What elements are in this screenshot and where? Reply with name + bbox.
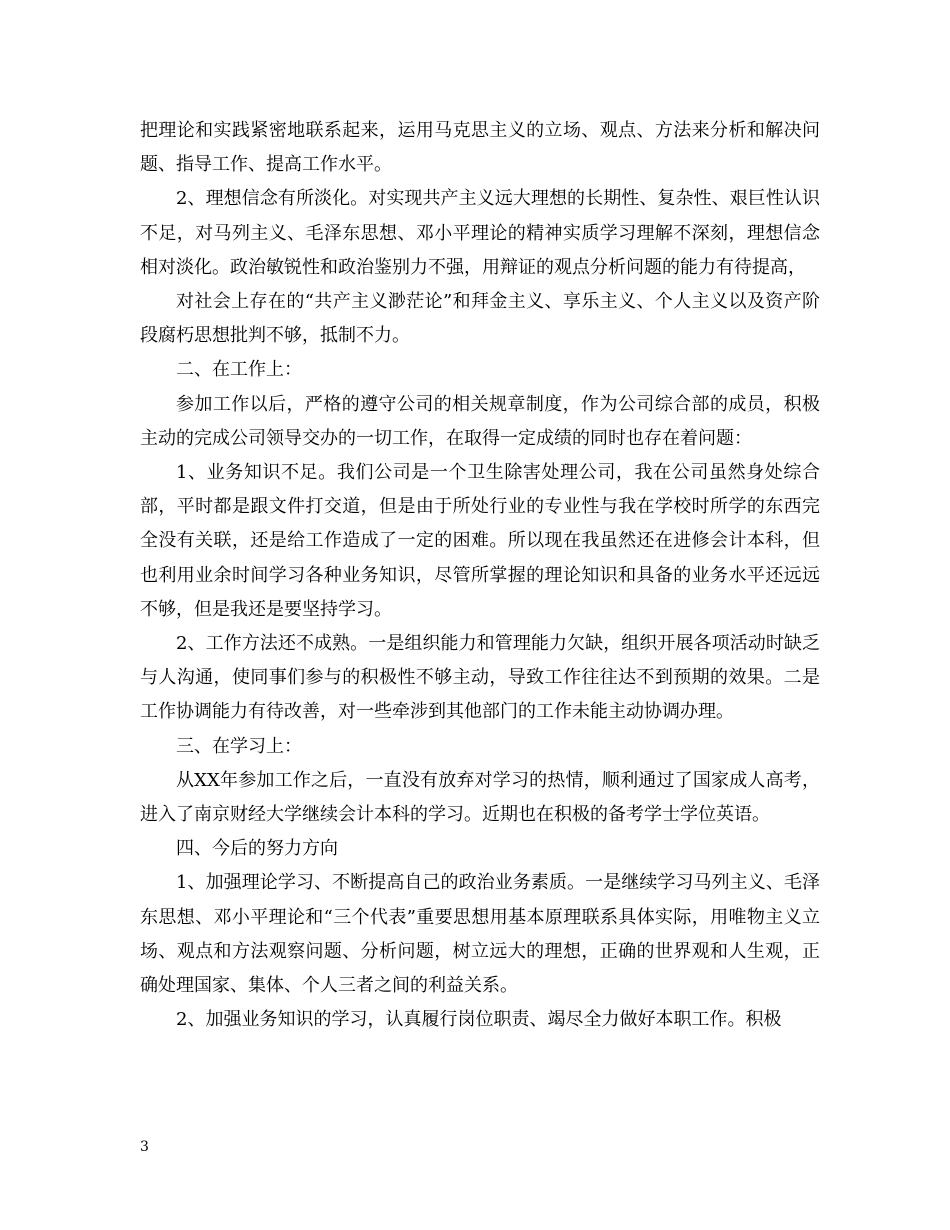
- paragraph: 1、业务知识不足。我们公司是一个卫生除害处理公司，我在公司虽然身处综合部，平时都是跟文件打交道，但是由于所处行业的专业性与我在学校时所学的东西完全没有关联，还是给工作造成了一定的困难。所以现在我虽然还在进修会计本科，但也利用业余时间学习各种业务知识，尽管所掌握的理论知识和具备的业务水平还远远不够，但是我还是要坚持学习。: [140, 462, 820, 620]
- paragraph: 2、理想信念有所淡化。对实现共产主义远大理想的长期性、复杂性、艰巨性认识不足，对马列主义、毛泽东思想、邓小平理论的精神实质学习理解不深刻，理想信念相对淡化。政治敏锐性和政治鉴别力不强，用辩证的观点分析问题的能力有待提高，: [140, 188, 820, 278]
- paragraph: 对社会上存在的“共产主义渺茫论”和拜金主义、享乐主义、个人主义以及资产阶段腐朽思想批判不够，抵制不力。: [140, 291, 820, 347]
- page-number: 3: [140, 1139, 149, 1155]
- paragraph: 2、加强业务知识的学习，认真履行岗位职责、竭尽全力做好本职工作。积极: [176, 1009, 782, 1031]
- section-heading: 四、今后的努力方向: [176, 838, 338, 860]
- paragraph: 参加工作以后，严格的遵守公司的相关规章制度，作为公司综合部的成员，积极主动的完成公司领导交办的一切工作，在取得一定成绩的同时也存在着问题：: [140, 393, 820, 449]
- paragraph: 从XX年参加工作之后，一直没有放弃对学习的热情，顺利通过了国家成人高考，进入了南京财经大学继续会计本科的学习。近期也在积极的备考学士学位英语。: [140, 769, 820, 826]
- document-body: [140, 114, 820, 1037]
- section-heading: 三、在学习上：: [176, 735, 302, 757]
- paragraph: 1、加强理论学习、不断提高自己的政治业务素质。一是继续学习马列主义、毛泽东思想、邓小平理论和“三个代表”重要思想用基本原理联系具体实际，用唯物主义立场、观点和方法观察问题、分析问题，树立远大的理想，正确的世界观和人生观，正确处理国家、集体、个人三者之间的利益关系。: [140, 872, 820, 997]
- section-heading: 二、在工作上：: [176, 359, 302, 381]
- paragraph: 2、工作方法还不成熟。一是组织能力和管理能力欠缺，组织开展各项活动时缺乏与人沟通，使同事们参与的积极性不够主动，导致工作往往达不到预期的效果。二是工作协调能力有待改善，对一些牵涉到其他部门的工作未能主动协调办理。: [140, 633, 820, 723]
- paragraph: 把理论和实践紧密地联系起来，运用马克思主义的立场、观点、方法来分析和解决问题、指导工作、提高工作水平。: [140, 120, 820, 176]
